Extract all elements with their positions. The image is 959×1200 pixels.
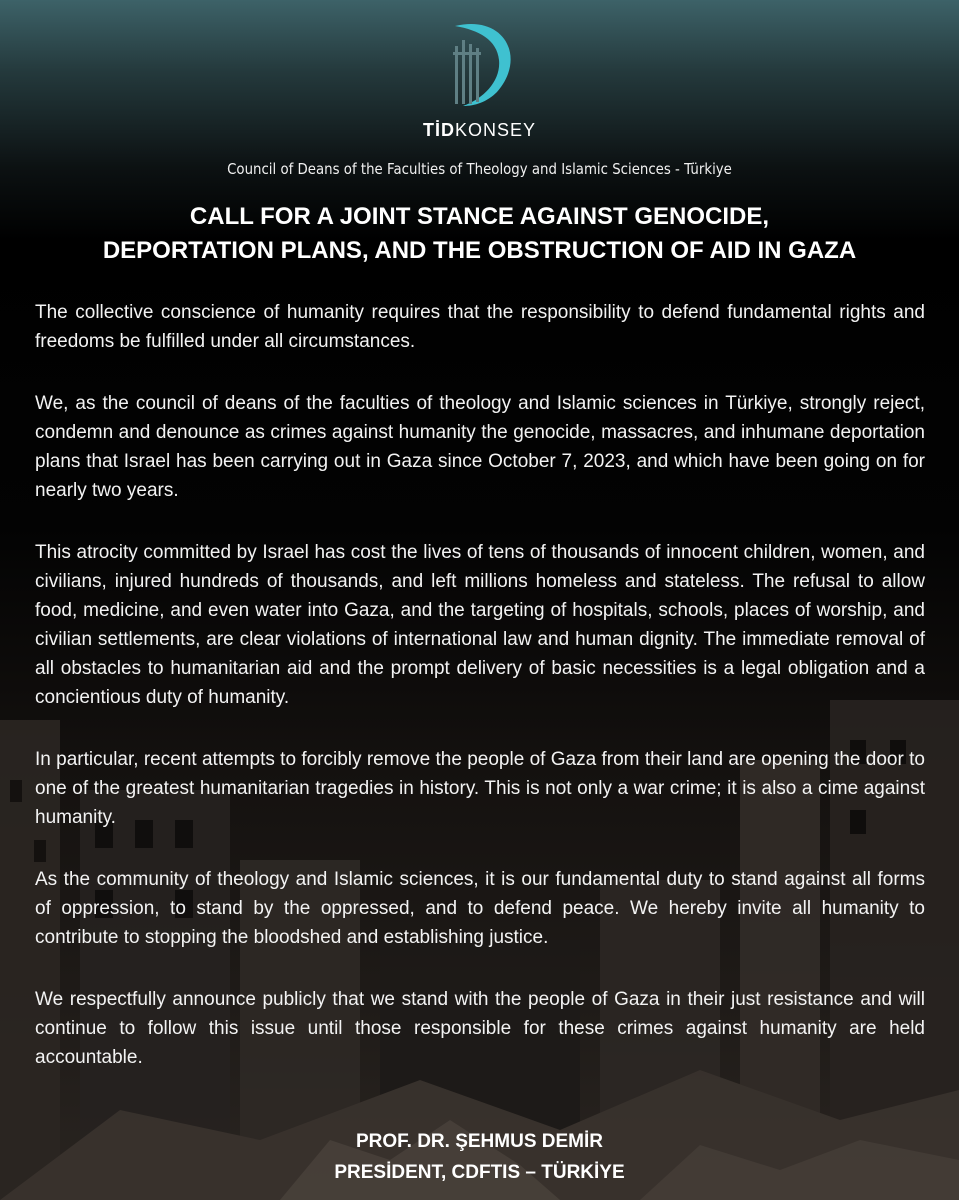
signatory-name: PROF. DR. ŞEHMUS DEMİR [355,1131,604,1152]
brand-name-bold: TİD [422,120,455,140]
title-line-1: CALL FOR A JOINT STANCE AGAINST GENOCIDE, [189,203,770,230]
signatory-role: PRESİDENT, CDFTIS – TÜRKİYE [334,1162,625,1183]
brand-name [0,120,959,141]
council-subtitle: Council of Deans of the Faculties of Theology and Islamic Sciences - Türkiye [227,160,732,178]
paragraph: As the community of theology and Islamic sciences, it is our fundamental duty to stand against all forms of oppression, to stand by the oppressed, and to defend peace. We hereby invite all humanity to contribute to stopping the bloodshed and establishing justice. [35,869,925,948]
paragraph: We respectfully announce publicly that we stand with the people of Gaza in their just resistance and will continue to follow this issue until those responsible for these crimes against humanity are held accountable. [35,989,925,1068]
document-title [20,200,939,268]
signature-block [0,1126,959,1188]
paragraph: In particular, recent attempts to forcibly remove the people of Gaza from their land are opening the door to one of the greatest humanitarian tragedies in history. This is not only a war crime; it is also a cime against humanity. [35,749,925,828]
paragraph: This atrocity committed by Israel has cost the lives of tens of thousands of innocent children, women, and civilians, injured hundreds of thousands, and left millions homeless and stateless. The refusal to allow food, medicine, and even water into Gaza, and the targeting of hospitals, schools, places of worship, and civilian settlements, are clear violations of international law and human dignity. The immediate removal of all obstacles to humanitarian aid and the prompt delivery of basic necessities is a legal obligation and a concientious duty of humanity. [35,542,925,708]
tid-konsey-logo-icon [435,18,525,114]
logo-container [0,18,959,114]
paragraph: The collective conscience of humanity requires that the responsibility to defend fundamental rights and freedoms be fulfilled under all circumstances. [35,302,925,352]
brand-name-light: KONSEY [454,120,537,140]
paragraph: We, as the council of deans of the faculties of theology and Islamic sciences in Türkiye, strongly reject, condemn and denounce as crimes against humanity the genocide, massacres, and inhumane deportation plans that Israel has been carrying out in Gaza since October 7, 2023, and which have been going on for nearly two years. [35,393,925,501]
title-line-2: DEPORTATION PLANS, AND THE OBSTRUCTION OF AID IN GAZA [102,237,857,264]
statement-body [35,298,925,1105]
